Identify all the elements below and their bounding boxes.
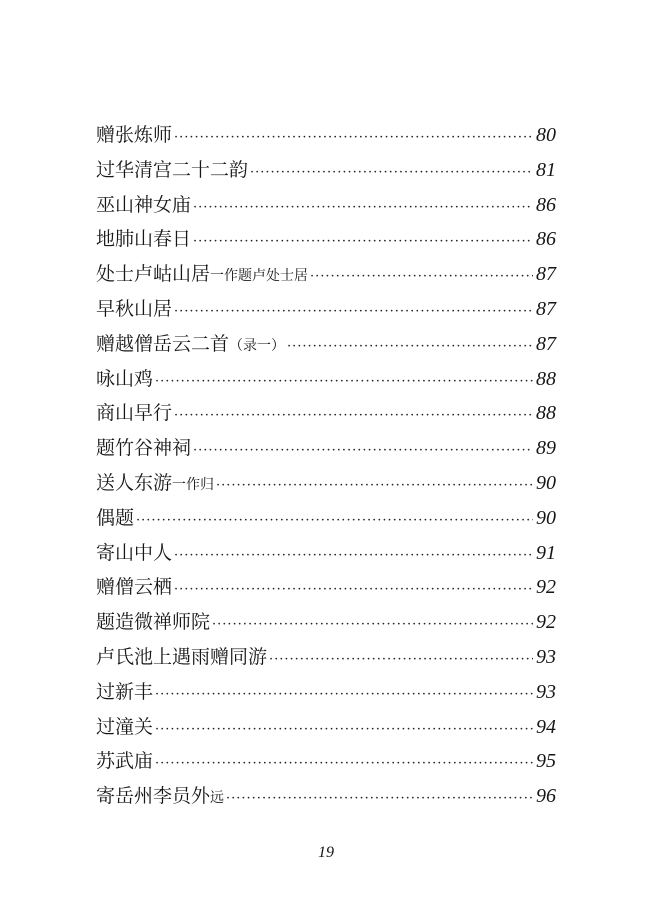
dot-leader: [174, 539, 533, 574]
dot-leader: [174, 121, 533, 156]
toc-entry-page: 93: [536, 645, 556, 668]
dot-leader: [174, 573, 533, 608]
toc-entry: [96, 222, 556, 257]
toc-entry-page: 90: [536, 471, 556, 494]
dot-leader: [250, 156, 533, 191]
toc-entry-title: 过潼关: [96, 715, 154, 738]
toc-entry-title: 巫山神女庙: [96, 193, 192, 216]
dot-leader: [155, 365, 533, 400]
toc-entry: [96, 570, 556, 605]
toc-entry-page: 93: [536, 680, 556, 703]
toc-entry-title: 地肺山春日: [96, 228, 192, 251]
toc-entry-title: 赠越僧岳云二首: [96, 332, 230, 355]
toc-entry: [96, 779, 556, 814]
toc-entry-page: 86: [536, 228, 556, 251]
dot-leader: [155, 713, 533, 748]
toc-entry-note: （录一）: [229, 337, 286, 354]
toc-entry: [96, 675, 556, 710]
toc-entry: [96, 431, 556, 466]
dot-leader: [193, 191, 533, 226]
toc-entry-page: 89: [536, 437, 556, 460]
toc-entry: [96, 153, 556, 188]
toc-entry-page: 90: [536, 506, 556, 529]
toc-entry: [96, 257, 556, 292]
dot-leader: [174, 295, 533, 330]
toc-entry-title: 苏武庙: [96, 750, 154, 773]
toc-entry: [96, 327, 556, 362]
toc-entry-page: 80: [536, 124, 556, 146]
dot-leader: [193, 225, 533, 260]
dot-leader: [136, 504, 533, 539]
dot-leader: [226, 782, 533, 817]
page-number: 19: [318, 844, 334, 861]
toc-entry-title: 咏山鸡: [96, 367, 154, 390]
toc-entry-title: 题造微禅师院: [96, 611, 211, 634]
dot-leader: [216, 469, 533, 504]
toc-entry-title: 早秋山居: [96, 297, 173, 320]
toc-entry-title: 过新丰: [96, 680, 154, 703]
toc-entry: [96, 292, 556, 327]
toc-entry-note: 一作归: [172, 476, 215, 493]
dot-leader: [155, 747, 533, 782]
toc-entry-page: 92: [536, 611, 556, 634]
toc-entry-title: 寄岳州李员外: [96, 785, 211, 808]
toc-entry-page: 88: [536, 402, 556, 425]
toc-entry: [96, 466, 556, 501]
toc-entry: [96, 536, 556, 571]
dot-leader: [193, 434, 533, 469]
dot-leader: [310, 260, 533, 295]
toc-entry-title: 题竹谷神祠: [96, 437, 192, 460]
toc-entry-title: 过华清宫二十二韵: [96, 158, 249, 181]
toc-entry-page: 87: [536, 297, 556, 320]
toc-entry-page: 88: [536, 367, 556, 390]
toc-entry-page: 95: [536, 750, 556, 773]
toc-entry-page: 81: [536, 158, 556, 181]
toc-entry-page: 92: [536, 576, 556, 599]
toc-entry: [96, 501, 556, 536]
toc-entry: [96, 118, 556, 153]
toc-entry-title: 赠张炼师: [96, 124, 173, 146]
toc-entry-page: 86: [536, 193, 556, 216]
toc-entry-title: 赠僧云栖: [96, 576, 173, 599]
table-of-contents: [96, 118, 556, 814]
toc-entry-title: 偶题: [96, 506, 135, 529]
toc-entry-title: 送人东游: [96, 471, 173, 494]
toc-entry: [96, 396, 556, 431]
toc-entry-note: 远: [210, 790, 225, 807]
toc-entry-title: 寄山中人: [96, 541, 173, 564]
dot-leader: [287, 330, 533, 365]
toc-entry: [96, 605, 556, 640]
toc-entry-page: 94: [536, 715, 556, 738]
toc-entry-note: 一作题卢处士居: [210, 268, 309, 285]
toc-entry-title: 处士卢岵山居: [96, 263, 211, 286]
toc-entry: [96, 362, 556, 397]
toc-entry: [96, 188, 556, 223]
toc-entry-page: 87: [536, 332, 556, 355]
toc-entry-page: 87: [536, 263, 556, 286]
dot-leader: [212, 608, 533, 643]
toc-entry-title: 卢氏池上遇雨赠同游: [96, 645, 268, 668]
toc-entry: [96, 710, 556, 745]
toc-entry-page: 96: [536, 785, 556, 808]
toc-entry-page: 91: [536, 541, 556, 564]
dot-leader: [174, 399, 533, 434]
dot-leader: [155, 678, 533, 713]
dot-leader: [269, 643, 533, 678]
toc-entry: [96, 744, 556, 779]
toc-entry-title: 商山早行: [96, 402, 173, 425]
toc-entry: [96, 640, 556, 675]
